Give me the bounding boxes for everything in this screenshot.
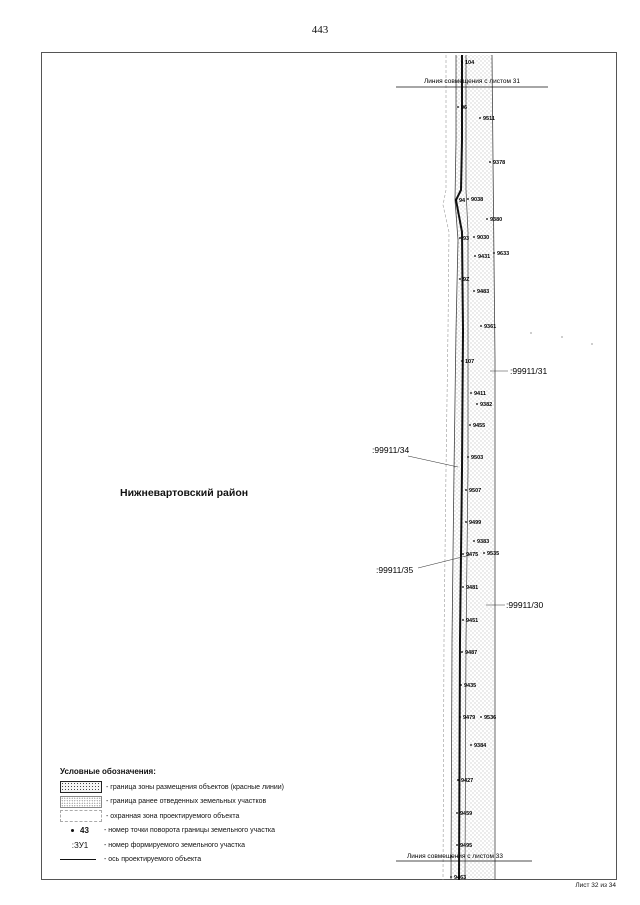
parcel-label: :99911/31 (510, 366, 548, 376)
svg-text:9487: 9487 (465, 650, 478, 656)
svg-text:9475: 9475 (466, 552, 479, 558)
svg-text:9Z: 9Z (463, 277, 470, 283)
svg-text:94: 94 (459, 198, 466, 204)
svg-text:9459: 9459 (460, 811, 473, 817)
legend-row-prior-plots (60, 795, 360, 810)
legend-text: - охранная зона проектируемого объекта (106, 812, 240, 820)
svg-text:9503: 9503 (471, 455, 484, 461)
point-number-sample: 43 (80, 826, 89, 836)
svg-text:107: 107 (465, 359, 475, 365)
svg-text:9380: 9380 (490, 217, 503, 223)
legend-text: - номер точки поворота границы земельного участка (104, 827, 276, 835)
svg-text:9463: 9463 (454, 875, 467, 881)
svg-text:9455: 9455 (473, 423, 486, 429)
stray-point (530, 332, 531, 333)
svg-text:9431: 9431 (478, 254, 491, 260)
legend-row-parcel-number (60, 838, 360, 853)
parcel-label: :99911/34 (372, 445, 410, 455)
match-line-top-label: Линия совмещения с листом 31 (423, 78, 521, 85)
svg-text:9536: 9536 (484, 715, 497, 721)
svg-text:9361: 9361 (484, 324, 497, 330)
svg-text:9030: 9030 (477, 235, 490, 241)
svg-text:9483: 9483 (477, 289, 490, 295)
svg-text:9511: 9511 (483, 116, 495, 122)
legend-row-guard-zone (60, 809, 360, 824)
svg-text:9384: 9384 (474, 743, 487, 749)
point-marker (493, 251, 509, 257)
point-number-symbol (60, 826, 100, 836)
point-dot-icon (71, 829, 74, 832)
svg-text:9495: 9495 (460, 843, 473, 849)
legend-text: - номер формируемого земельного участка (104, 841, 245, 849)
svg-text:9427: 9427 (461, 778, 474, 784)
legend-text: - граница ранее отведенных земельных участков (106, 798, 267, 806)
svg-text:9633: 9633 (497, 251, 510, 257)
axis-line-icon (60, 859, 96, 860)
legend-text: - граница зоны размещения объектов (красные линии) (106, 783, 285, 791)
parcel-number-symbol: :ЗУ1 (71, 840, 89, 850)
legend (60, 767, 360, 867)
legend-row-point-number (60, 824, 360, 839)
svg-text:9038: 9038 (471, 197, 484, 203)
axis-symbol (60, 855, 100, 865)
svg-text:9499: 9499 (469, 520, 482, 526)
parcel-label: :99911/30 (506, 600, 544, 610)
sheet-footer: Лист 32 из 34 (575, 882, 616, 889)
parcel-label: :99911/35 (376, 565, 414, 575)
district-label: Нижневартовский район (120, 487, 249, 499)
guard-zone-swatch (60, 810, 102, 822)
page-number: 443 (311, 24, 329, 36)
svg-text:9479: 9479 (463, 715, 476, 721)
match-line-bottom-label: Линия совмещения с листом 33 (406, 853, 504, 860)
svg-text:9535: 9535 (487, 551, 500, 557)
stray-point (591, 343, 592, 344)
svg-text:9378: 9378 (493, 160, 506, 166)
svg-text:9435: 9435 (464, 683, 477, 689)
red-lines-swatch (60, 781, 102, 793)
corridor-band (451, 55, 495, 880)
prior-plots-swatch (60, 796, 102, 808)
svg-text:104: 104 (465, 60, 475, 66)
legend-row-red-lines (60, 780, 360, 795)
legend-text: - ось проектируемого объекта (104, 856, 202, 864)
svg-text:9507: 9507 (469, 488, 482, 494)
svg-text:93: 93 (463, 236, 470, 242)
legend-row-axis (60, 853, 360, 868)
legend-title: Условные обозначения: (60, 767, 156, 776)
guard-zone-left (443, 55, 449, 880)
svg-text:9383: 9383 (477, 539, 490, 545)
leader-99911-34 (408, 456, 458, 467)
svg-text:96: 96 (461, 105, 468, 111)
svg-text:9481: 9481 (466, 585, 479, 591)
svg-text:9411: 9411 (474, 391, 486, 397)
svg-text:9382: 9382 (480, 402, 493, 408)
stray-point (561, 336, 562, 337)
svg-text:9451: 9451 (466, 618, 479, 624)
